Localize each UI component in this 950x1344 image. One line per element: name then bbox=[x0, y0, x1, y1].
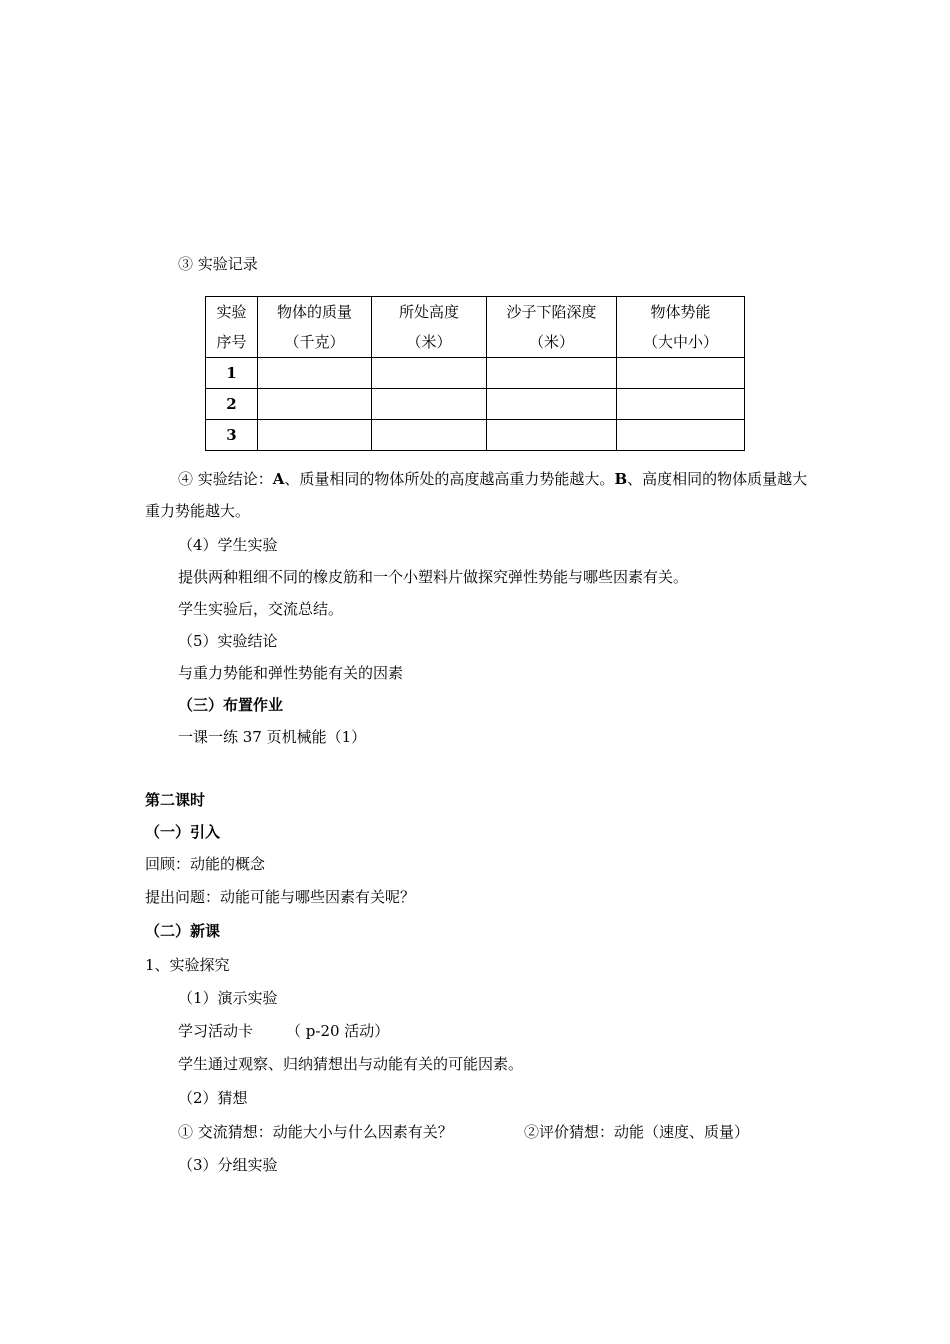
table-row bbox=[206, 389, 745, 420]
table-cell bbox=[372, 358, 487, 389]
table-cell bbox=[617, 358, 745, 389]
factors-text: 与重力势能和弹性势能有关的因素 bbox=[178, 664, 404, 682]
second-lesson-heading: 第二课时 bbox=[145, 791, 206, 809]
table-row bbox=[206, 420, 745, 451]
table-cell bbox=[372, 420, 487, 451]
table-cell bbox=[258, 358, 372, 389]
explore-heading: 1、实验探究 bbox=[145, 956, 230, 974]
table-cell bbox=[617, 420, 745, 451]
intro-heading: （一）引入 bbox=[145, 823, 221, 841]
guess-evaluate-text: ②评价猜想：动能（速度、质量） bbox=[524, 1123, 750, 1141]
header-cell-mass: 物体的质量 （千克） bbox=[258, 297, 372, 358]
experiment-conclusion-heading: （5）实验结论 bbox=[178, 632, 278, 650]
demo-heading: （1）演示实验 bbox=[178, 989, 278, 1007]
student-experiment-heading: （4）学生实验 bbox=[178, 536, 278, 554]
table-cell bbox=[258, 420, 372, 451]
experiment-record-table bbox=[205, 296, 745, 451]
question-text: 提出问题：动能可能与哪些因素有关呢？ bbox=[145, 888, 416, 906]
record-heading: ③ 实验记录 bbox=[178, 255, 258, 273]
table-cell bbox=[487, 420, 617, 451]
table-row bbox=[206, 358, 745, 389]
table-cell bbox=[487, 358, 617, 389]
homework-text: 一课一练 37 页机械能（1） bbox=[178, 728, 367, 746]
new-lesson-heading: （二）新课 bbox=[145, 922, 221, 940]
after-experiment-text: 学生实验后，交流总结。 bbox=[178, 600, 344, 618]
provide-materials-text: 提供两种粗细不同的橡皮筋和一个小塑料片做探究弹性势能与哪些因素有关。 bbox=[178, 568, 689, 586]
observe-text: 学生通过观察、归纳猜想出与动能有关的可能因素。 bbox=[178, 1055, 524, 1073]
row-number: 2 bbox=[206, 389, 258, 420]
group-experiment-heading: （3）分组实验 bbox=[178, 1156, 278, 1174]
header-cell-energy: 物体势能 （大中小） bbox=[617, 297, 745, 358]
row-number: 1 bbox=[206, 358, 258, 389]
header-cell-depth: 沙子下陷深度 （米） bbox=[487, 297, 617, 358]
review-text: 回顾：动能的概念 bbox=[145, 855, 266, 873]
table-header-row bbox=[206, 297, 745, 358]
table-cell bbox=[258, 389, 372, 420]
guess-heading: （2）猜想 bbox=[178, 1089, 248, 1107]
homework-heading: （三）布置作业 bbox=[178, 696, 284, 714]
table-cell bbox=[372, 389, 487, 420]
header-cell-seq: 实验 序号 bbox=[206, 297, 258, 358]
experiment-conclusion: ④ 实验结论：A、质量相同的物体所处的高度越高重力势能越大。B、高度相同的物体质量越大重力势能越大。 bbox=[145, 470, 808, 520]
table-cell bbox=[487, 389, 617, 420]
guess-exchange-text: ① 交流猜想：动能大小与什么因素有关？ bbox=[178, 1123, 453, 1141]
table-cell bbox=[617, 389, 745, 420]
header-cell-height: 所处高度 （米） bbox=[372, 297, 487, 358]
activity-card-text: 学习活动卡 （ p-20 活动） bbox=[178, 1022, 390, 1040]
row-number: 3 bbox=[206, 420, 258, 451]
